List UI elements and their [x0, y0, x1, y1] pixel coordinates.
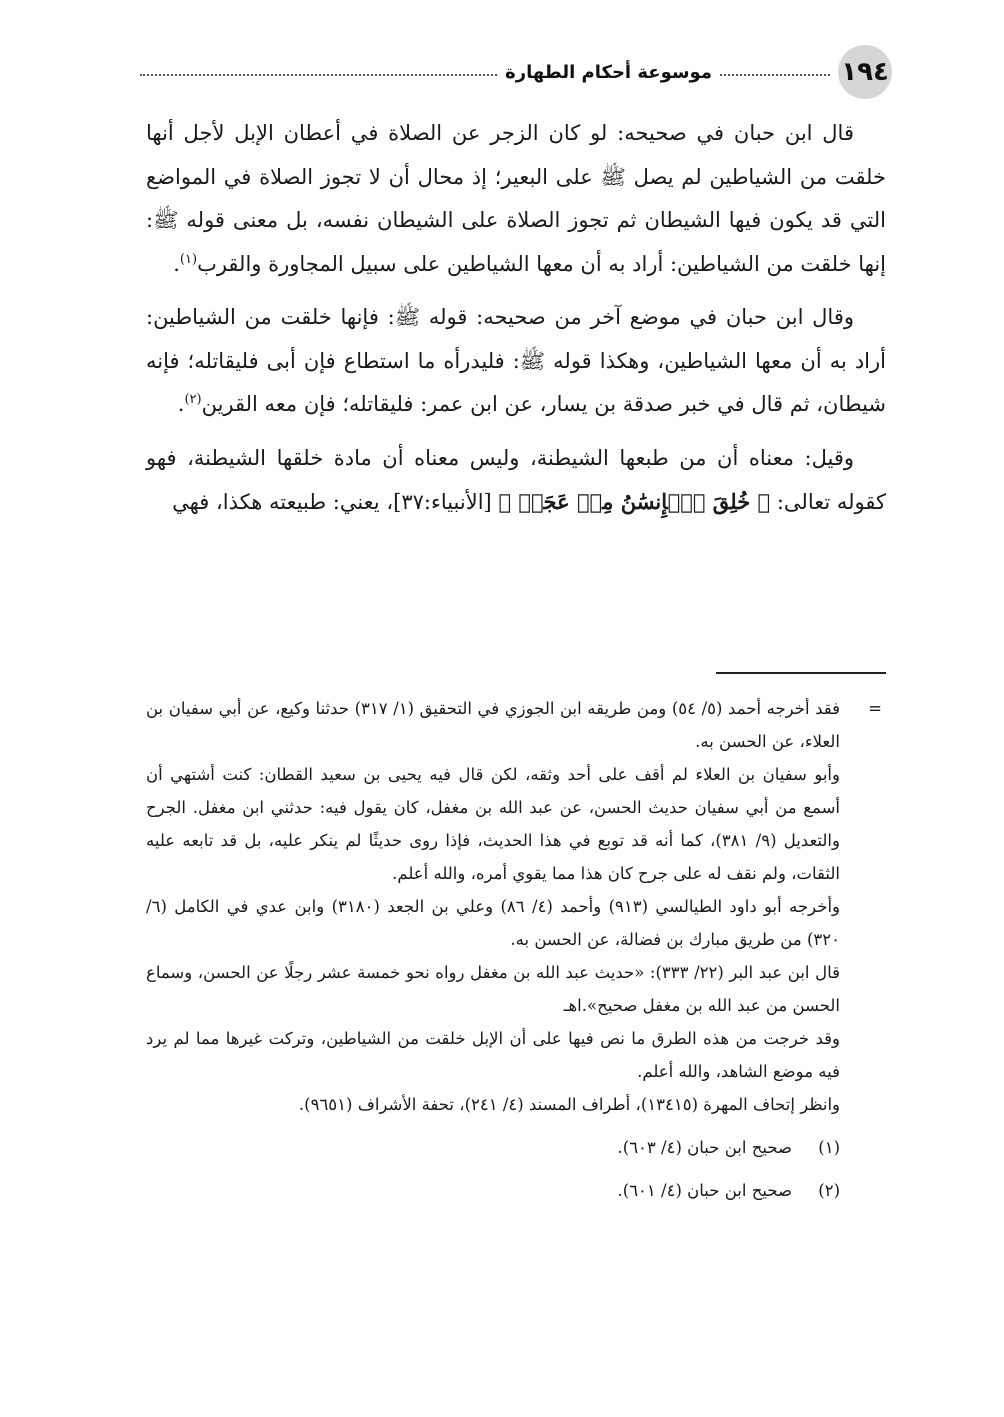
footnotes — [146, 692, 886, 1207]
page-number: ١٩٤ — [841, 57, 889, 87]
paragraph-text: وقيل: معناه أن من طبعها الشيطنة، وليس معناه أن مادة خلقها الشيطنة، فهو كقوله تعالى: — [146, 445, 886, 514]
footnote-text: صحيح ابن حبان (٤/ ٦٠٣). — [617, 1138, 792, 1157]
header-dotted-leader-right — [720, 74, 830, 76]
header-dotted-leader-left — [140, 74, 497, 76]
paragraph-ibn-hibban-2 — [146, 296, 886, 427]
footnote-ref-1[interactable]: (١) — [179, 251, 198, 267]
footnote-1 — [146, 1131, 886, 1164]
paragraph-qila — [146, 437, 886, 525]
footnote-paragraph: قال ابن عبد البر (٢٢/ ٣٣٣): «حديث عبد الله بن مغفل رواه نحو خمسة عشر رجلًا عن الحسن، وسماع الحسن من عبد الله بن مغفل صحيح».اهـ — [146, 963, 840, 1015]
footnote-paragraph: وقد خرجت من هذه الطرق ما نص فيها على أن الإبل خلقت من الشياطين، وتركت غيرها مما لم يرد فيه موضع الشاهد، والله أعلم. — [146, 1029, 840, 1081]
footnote-ref-2[interactable]: (٢) — [184, 392, 202, 407]
footnote-number: (١) — [818, 1138, 840, 1157]
paragraph-period: . — [173, 251, 180, 276]
book-title: موسوعة أحكام الطهارة — [505, 61, 712, 83]
verse-reference: [الأنبياء:٣٧]، يعني: طبيعته هكذا، فهي — [172, 490, 492, 514]
footnote-divider — [716, 672, 886, 674]
footnote-continuation — [146, 692, 886, 1121]
quran-verse: ﴿ خُلِقَ ٱلۡإِنسَٰنُ مِنۡ عَجَلٖ ﴾ — [498, 489, 771, 514]
footnote-paragraph: وانظر إتحاف المهرة (١٣٤١٥)، أطراف المسند (٤/ ٢٤١)، تحفة الأشراف (٩٦٥١). — [298, 1095, 840, 1114]
footnote-paragraph: فقد أخرجه أحمد (٥/ ٥٤) ومن طريقه ابن الجوزي في التحقيق (١/ ٣١٧) حدثنا وكيع، عن أبي سفيان بن العلاء، عن الحسن به. — [146, 699, 840, 751]
continuation-mark: = — [868, 699, 882, 718]
footnote-2 — [146, 1174, 886, 1207]
paragraph-ibn-hibban-1 — [146, 112, 886, 286]
footnote-number: (٢) — [818, 1181, 840, 1200]
paragraph-period: . — [177, 392, 185, 416]
footnote-paragraph: وأبو سفيان بن العلاء لم أقف على أحد وثقه، لكن قال فيه يحيى بن سعيد القطان: كنت أشتهي أن أسمع من أبي سفيان حديث الحسن، عن عبد الله بن مغفل، كان يقول فيه: حدثني ابن مغفل. الجرح والتعديل (٩/ ٣٨١)، كما أنه قد توبع في هذا الحديث، فإذا روى حديثًا لم ينكر عليه، بل قد تابعه عليه الثقات، ولم نقف له على جرح كان هذا مما يقوي أمره، والله أعلم. — [146, 765, 840, 883]
footnote-paragraph: وأخرجه أبو داود الطيالسي (٩١٣) وأحمد (٤/ ٨٦) وعلي بن الجعد (٣١٨٠) وابن عدي في الكامل (٦/ ٣٢٠) من طريق مبارك بن فضالة، عن الحسن به. — [146, 897, 841, 949]
paragraph-text: وقال ابن حبان في موضع آخر من صحيحه: قوله ﷺ: فإنها خلقت من الشياطين: أراد به أن معها الشياطين، وهكذا قوله ﷺ: فليدرأه ما استطاع فإن أبى فليقاتله؛ فإنه شيطان، ثم قال في خبر صدقة بن يسار، عن ابن عمر: فليقاتله؛ فإن معه القرين — [146, 305, 886, 416]
footnote-text: صحيح ابن حبان (٤/ ٦٠١). — [617, 1181, 792, 1200]
page-header — [140, 44, 892, 100]
paragraph-text: قال ابن حبان في صحيحه: لو كان الزجر عن الصلاة في أعطان الإبل لأجل أنها خلقت من الشياطين لم يصل ﷺ على البعير؛ إذ محال أن لا تجوز الصلاة في المواضع التي قد يكون فيها الشيطان ثم تجوز الصلاة على الشيطان نفسه، بل معنى قوله ﷺ: إنها خلقت من الشياطين: أراد به أن معها الشياطين على سبيل المجاورة والقرب — [146, 121, 886, 276]
page-number-badge — [838, 45, 892, 99]
main-text — [146, 112, 886, 535]
